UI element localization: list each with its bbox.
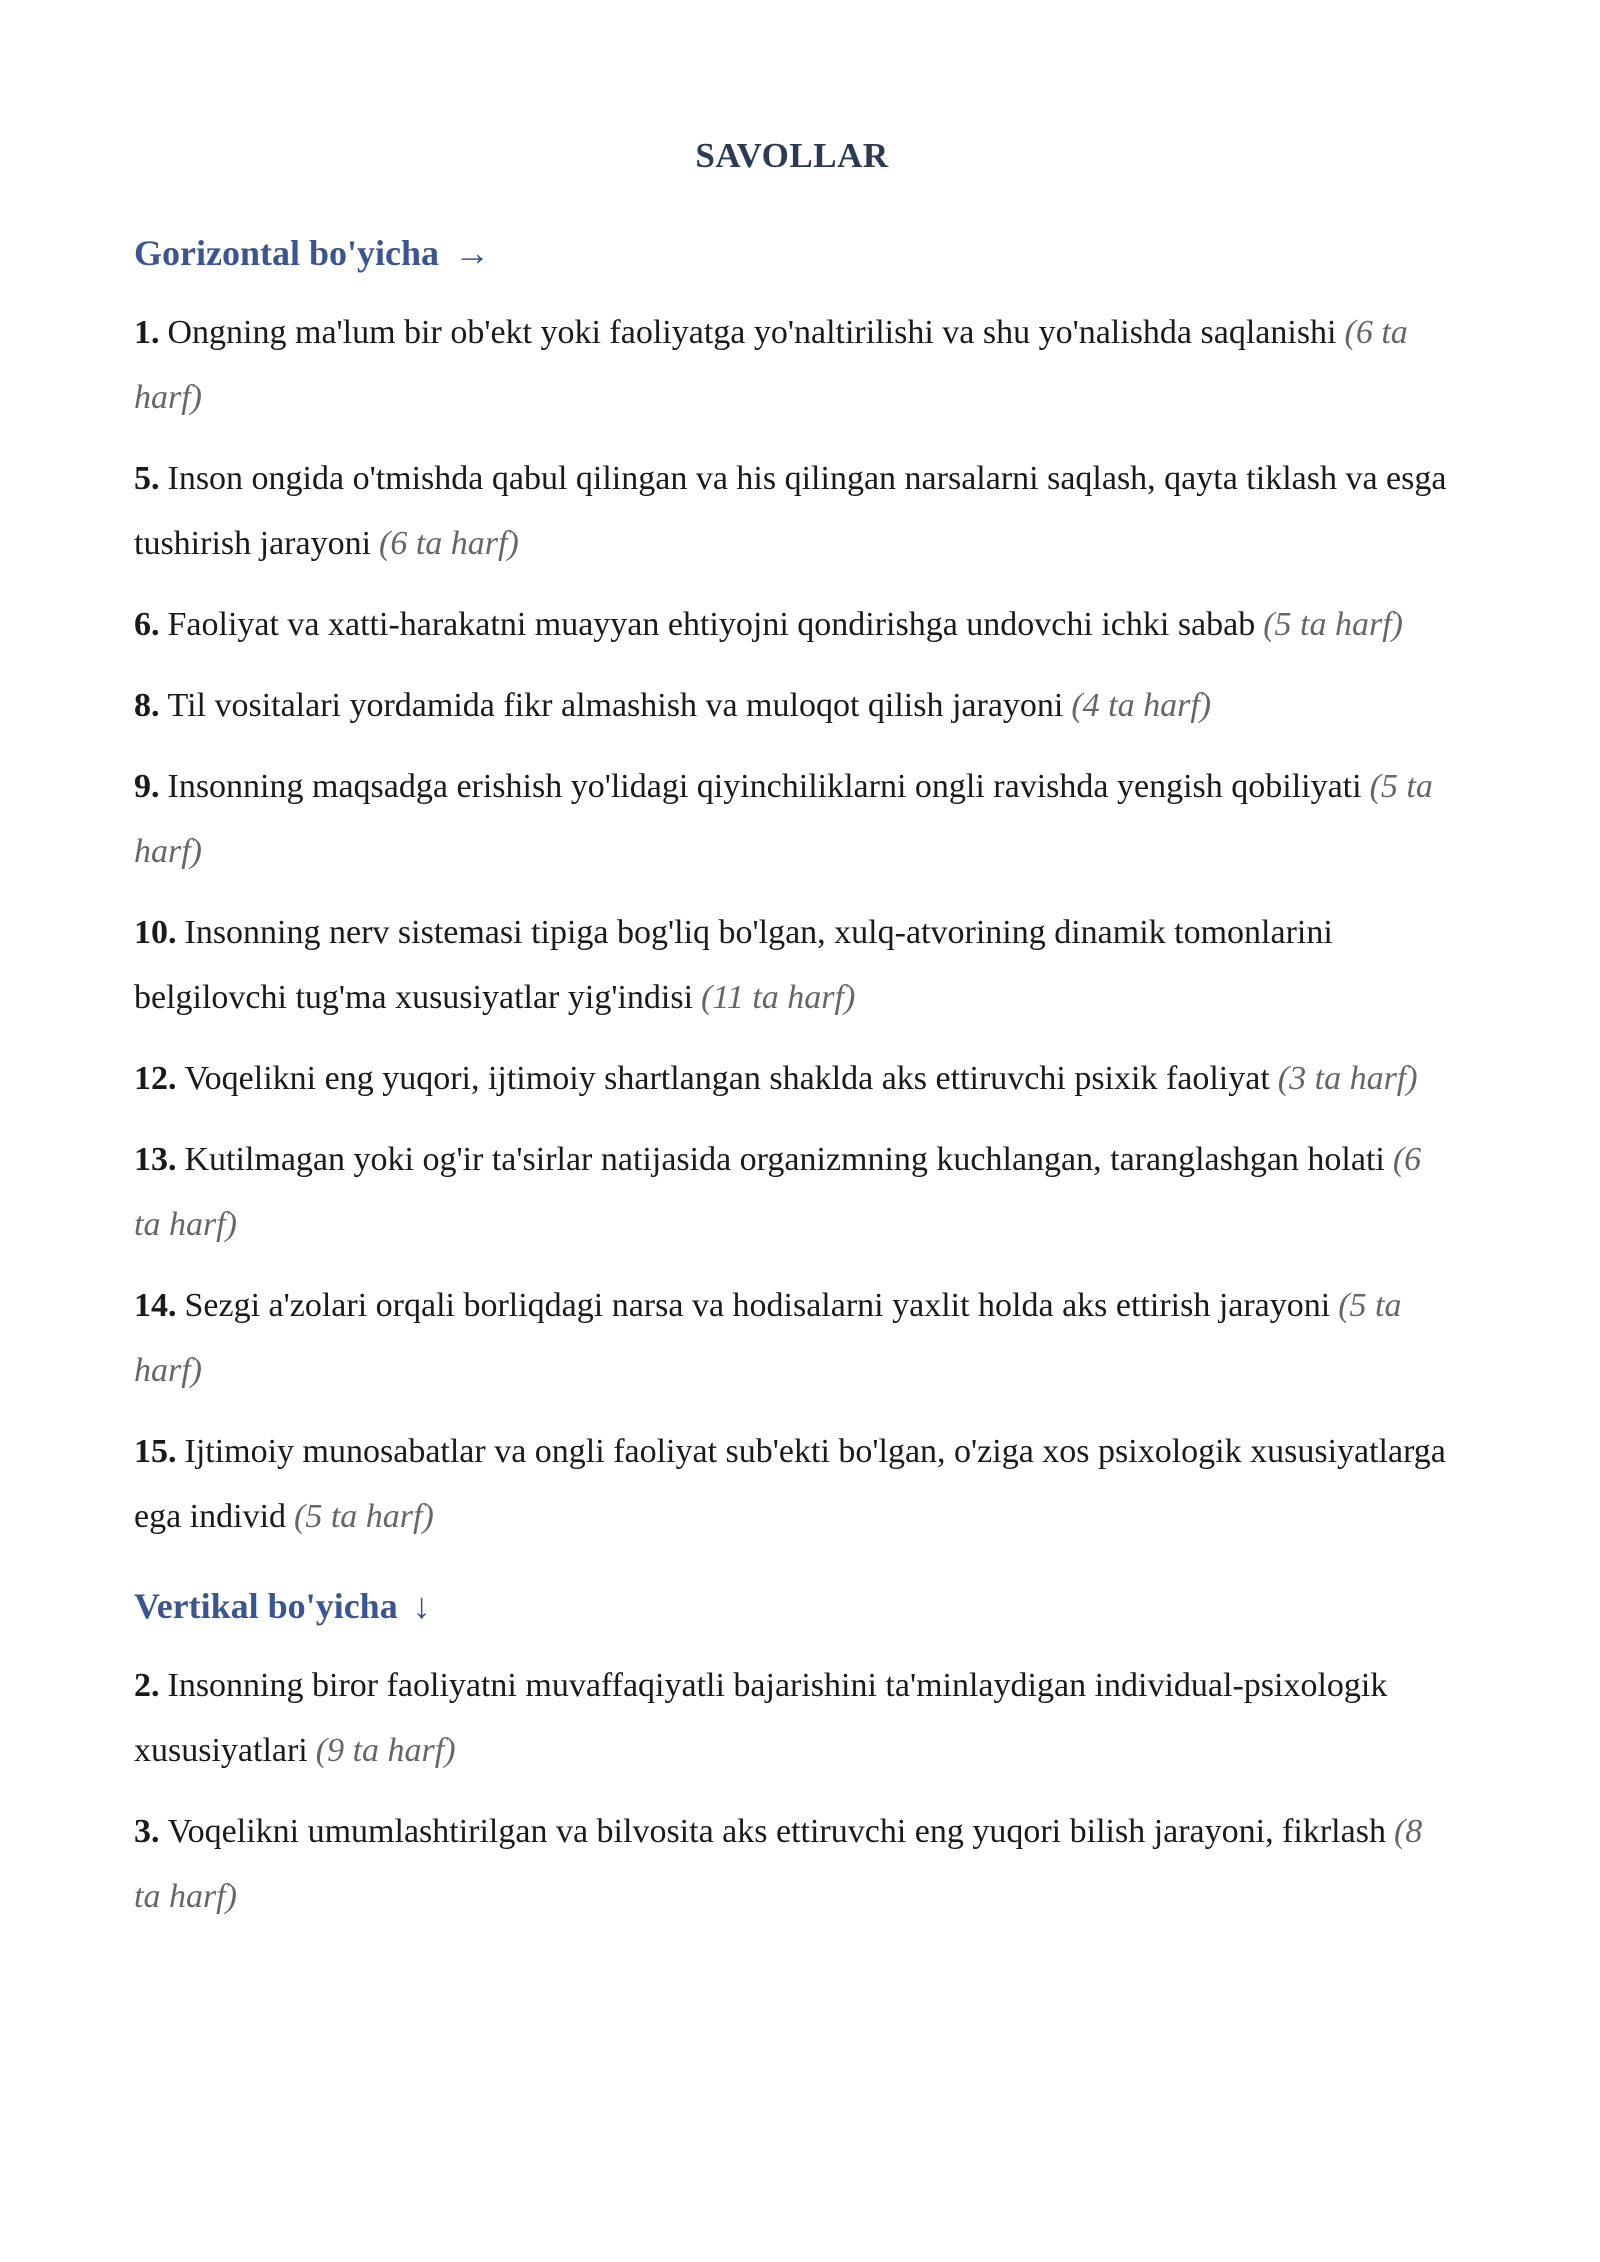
question-item [134,1653,1450,1783]
letter-count-hint: (4 ta harf) [1071,687,1212,724]
question-number: 6. [134,606,160,643]
letter-count-hint: (6 ta harf) [134,314,1408,416]
question-item [134,900,1450,1030]
section-heading-vertical [134,1581,1450,1631]
question-item [134,446,1450,576]
question-text: Ijtimoiy munosabatlar va ongli faoliyat sub'ekti bo'lgan, o'ziga xos psixologik xususiyatlarga ega individ [134,1433,1446,1535]
question-number: 2. [134,1667,160,1704]
question-item [134,1273,1450,1403]
letter-count-hint: (6 ta harf) [134,1141,1422,1243]
letter-count-hint: (5 ta harf) [134,768,1433,870]
question-text: Inson ongida o'tmishda qabul qilingan va his qilingan narsalarni saqlash, qayta tiklash va esga tushirish jarayoni [134,460,1447,562]
question-text: Insonning biror faoliyatni muvaffaqiyatli bajarishini ta'minlaydigan individual-psixologik xususiyatlari [134,1667,1388,1769]
question-item [134,1046,1450,1111]
section-heading-label: Vertikal bo'yicha [134,1586,398,1626]
letter-count-hint: (11 ta harf) [701,979,856,1016]
letter-count-hint: (5 ta harf) [1263,606,1404,643]
letter-count-hint: (6 ta harf) [379,525,519,562]
letter-count-hint: (5 ta harf) [134,1287,1402,1389]
page-title: SAVOLLAR [695,136,889,175]
section-heading-horizontal [134,228,1450,278]
question-number: 5. [134,460,160,497]
arrow-down-icon: ↓ [412,1586,431,1626]
question-text: Ongning ma'lum bir ob'ekt yoki faoliyatga yo'naltirilishi va shu yo'nalishda saqlanishi [167,314,1337,351]
question-text: Voqelikni eng yuqori, ijtimoiy shartlangan shaklda aks ettiruvchi psixik faoliyat [184,1060,1270,1097]
section-heading-label: Gorizontal bo'yicha [134,233,439,273]
question-number: 3. [134,1813,160,1850]
question-number: 10. [134,914,177,951]
question-number: 12. [134,1060,177,1097]
question-number: 9. [134,768,160,805]
question-number: 8. [134,687,160,724]
question-item [134,673,1450,738]
letter-count-hint: (5 ta harf) [294,1498,434,1535]
question-item [134,1419,1450,1549]
question-number: 14. [134,1287,177,1324]
letter-count-hint: (9 ta harf) [315,1732,456,1769]
question-item [134,1127,1450,1257]
question-text: Til vositalari yordamida fikr almashish va muloqot qilish jarayoni [167,687,1064,724]
letter-count-hint: (3 ta harf) [1277,1060,1418,1097]
question-text: Insonning nerv sistemasi tipiga bog'liq bo'lgan, xulq-atvorining dinamik tomonlarini belgilovchi tug'ma xususiyatlar yig'indisi [134,914,1333,1016]
question-item [134,754,1450,884]
question-item [134,1799,1450,1929]
question-text: Kutilmagan yoki og'ir ta'sirlar natijasida organizmning kuchlangan, taranglashgan holati [184,1141,1385,1178]
question-text: Faoliyat va xatti-harakatni muayyan ehtiyojni qondirishga undovchi ichki sabab [167,606,1256,643]
question-item [134,300,1450,430]
question-number: 15. [134,1433,177,1470]
question-item [134,592,1450,657]
question-number: 13. [134,1141,177,1178]
arrow-right-icon: → [454,233,490,273]
question-text: Voqelikni umumlashtirilgan va bilvosita aks ettiruvchi eng yuqori bilish jarayoni, fikrlash [167,1813,1386,1850]
question-text: Insonning maqsadga erishish yo'lidagi qiyinchiliklarni ongli ravishda yengish qobiliyati [167,768,1362,805]
question-number: 1. [134,314,160,351]
letter-count-hint: (8 ta harf) [134,1813,1423,1915]
question-text: Sezgi a'zolari orqali borliqdagi narsa va hodisalarni yaxlit holda aks ettirish jarayoni [184,1287,1331,1324]
